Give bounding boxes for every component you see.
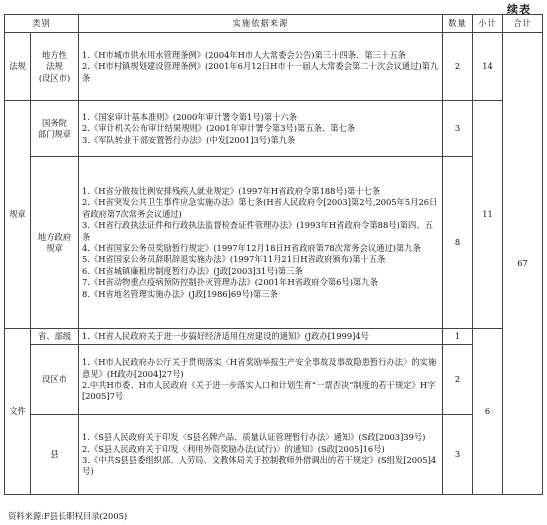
count-cell: 1 [443, 329, 473, 345]
basis-list: 1.《S县人民政府关于印发〈S县名牌产品、质量认证管理暂行办法〉通知》(S政[2003]39号) 2.《S县人民政府关于印发〈利用外资奖励办法(试行)〉的通知》(S政[2005]16号) 3.《中共S县县委组织部、人劳局、文教体局关于控制教师外借调出的若干规定》(S组发[2005]4号) [79, 415, 443, 495]
subtotal-cell: 6 [473, 329, 503, 495]
table-row [5, 329, 543, 345]
count-cell: 3 [443, 101, 473, 157]
group-fagui: 法规 [5, 33, 31, 101]
header-count: 数量 [443, 15, 473, 33]
table-row [5, 33, 543, 101]
table-row [5, 415, 543, 495]
header-category: 类别 [5, 15, 79, 33]
subcategory-local-government: 地方政府 规章 [31, 157, 79, 329]
count-cell: 2 [443, 345, 473, 415]
subcategory-provincial: 省、部级 [31, 329, 79, 345]
basis-list: 1.《H市城市供水用水管理条例》(2004年H市人大常委会公告)第三十四条、第三十五条 2.《H市村镇规划建设管理条例》(2001年6月12日H市十一届人大常委会第二十次会议通过)第九条 [79, 33, 443, 101]
header-total: 合计 [503, 15, 543, 33]
basis-list: 1.《H市人民政府办公厅关于贯彻落实〈H省奖励举报生产安全事故及事故隐患暂行办法〉的实施意见》(H政办[2004]27号) 2.中共H市委、H市人民政府《关于进一步落实人口和计划生育“一票否决”制度的若干规定》H字[2005]7号 [79, 345, 443, 415]
header-row [5, 15, 543, 33]
header-subtotal: 小计 [473, 15, 503, 33]
table-row [5, 345, 543, 415]
subtotal-cell: 11 [473, 101, 503, 329]
count-cell: 2 [443, 33, 473, 101]
source-note: 资料来源:F县长职权目录(2005) [8, 511, 128, 521]
table-row [5, 101, 543, 157]
count-cell: 8 [443, 157, 473, 329]
basis-list: 1.《H省分散按比例安排残疾人就业规定》(1997年H省政府令第188号)第十七条 2.《H省突发公共卫生事件应急实施办法》第七条(H省人民政府令[2003]第2号,2005年5月26日省政府第7次常务会议通过) 3.《H省行政执法证件和行政执法监督检查证件管理办法》(1993年H省政府令第88号)第四、五条 4.《H省国家公务员奖励暂行规定》(1997年12月18日H省政府第78次常务会议通过)第九条 5.《H省国家公务员辞职辞退实施办法》(1997年11月21日H省政府颁布)第十五条 6.《H省城镇廉租房制度暂行办法》(J政[2003]31号)第三条 7.《H省动物重点疫病预防控制扑灭管理办法》(2001年H省政府令第6号)第九条 8.《H省地名管理实施办法》(J政[1986]69号)第三条 [79, 157, 443, 329]
continued-label: 续表 [507, 3, 531, 16]
subcategory-city: 设区市 [31, 345, 79, 415]
subcategory-local-regulations: 地方性 法规 (设区市) [31, 33, 79, 101]
basis-list: 1.《H省人民政府关于进一步搞好经济适用住房建设的通知》(J政办[1999]4号 [79, 329, 443, 345]
header-basis: 实施依据来源 [79, 15, 443, 33]
authority-basis-table [4, 14, 543, 495]
table-row [5, 157, 543, 329]
count-cell: 3 [443, 415, 473, 495]
subcategory-county: 县 [31, 415, 79, 495]
basis-list: 1.《国家审计基本准则》(2000年审计署令第1号)第十六条 2.《审计机关公布审计结果规则》(2001年审计署令第3号)第五条、第七条 3.《军队转业干部安置暂行办法》(中发[2001]3号)第九条 [79, 101, 443, 157]
subcategory-state-council: 国务院 部门规章 [31, 101, 79, 157]
group-wenjian: 文件 [5, 329, 31, 495]
group-guizhang: 规章 [5, 101, 31, 329]
grand-total-cell: 67 [503, 33, 543, 495]
subtotal-cell: 14 [473, 33, 503, 101]
